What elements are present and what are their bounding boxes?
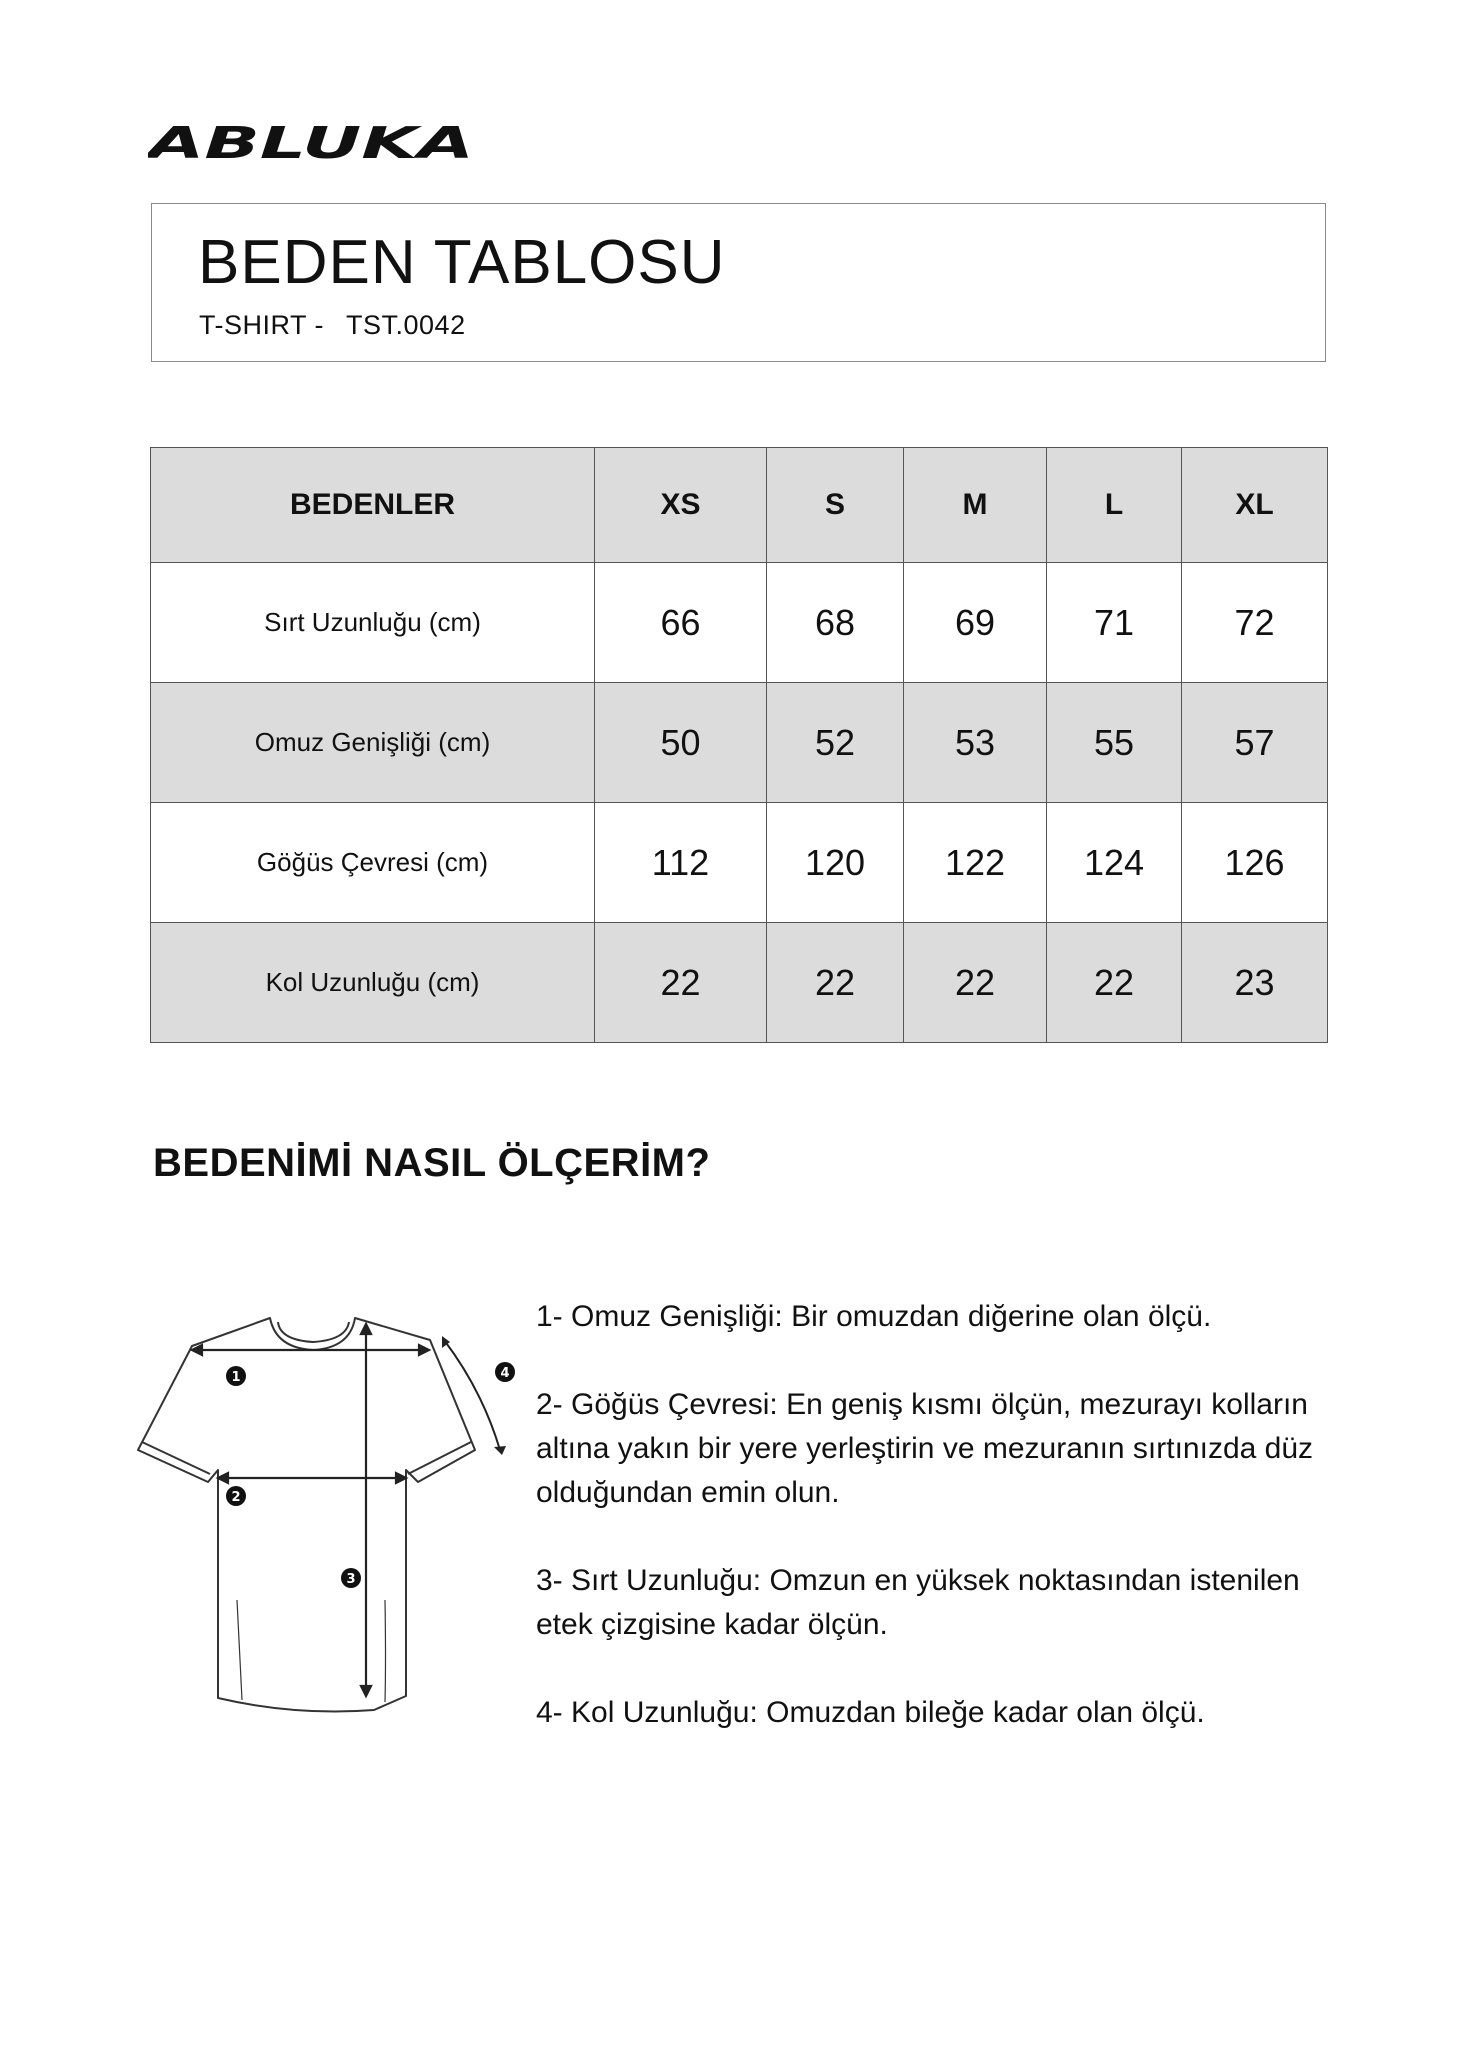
marker-3-label: 3 (346, 1572, 356, 1587)
marker-1-label: 1 (231, 1370, 241, 1385)
table-cell: 50 (595, 683, 767, 803)
row-label: Sırt Uzunluğu (cm) (151, 563, 595, 683)
table-cell: 57 (1182, 683, 1328, 803)
table-row-back-length (151, 563, 1328, 683)
row-label: Omuz Genişliği (cm) (151, 683, 595, 803)
table-cell: 71 (1047, 563, 1182, 683)
instruction-sleeve: 4- Kol Uzunluğu: Omuzdan bileğe kadar olan ölçü. (536, 1696, 1205, 1729)
tshirt-collar (278, 1322, 349, 1342)
table-cell: 22 (767, 923, 904, 1043)
row-label: Kol Uzunluğu (cm) (151, 923, 595, 1043)
instruction-back-length: 3- Sırt Uzunluğu: Omzun en yüksek noktasından istenilen etek çizgisine kadar ölçün. (536, 1564, 1300, 1641)
table-cell: 124 (1047, 803, 1182, 923)
product-code: TST.0042 (346, 310, 466, 340)
table-cell: 55 (1047, 683, 1182, 803)
instruction-shoulder: 1- Omuz Genişliği: Bir omuzdan diğerine olan ölçü. (536, 1300, 1212, 1333)
table-cell: 52 (767, 683, 904, 803)
svg-text:ABLUKA: ABLUKA (148, 118, 475, 168)
table-cell: 122 (904, 803, 1047, 923)
abluka-logo (148, 118, 478, 168)
title-box (151, 203, 1326, 362)
size-xs-header: XS (595, 448, 767, 563)
table-row-sleeve-length (151, 923, 1328, 1043)
product-subtitle (199, 312, 466, 339)
tshirt-measurement-diagram (130, 1300, 520, 1720)
instruction-chest: 2- Göğüs Çevresi: En geniş kısmı ölçün, mezurayı kolların altına yakın bir yere yerleştirin ve mezuranın sırtınızda düz olduğundan emin olun. (536, 1388, 1314, 1509)
size-xl-header: XL (1182, 448, 1328, 563)
page-title: BEDEN TABLOSU (198, 228, 726, 297)
marker-2-label: 2 (231, 1490, 241, 1505)
table-cell: 69 (904, 563, 1047, 683)
table-cell: 66 (595, 563, 767, 683)
how-to-measure-heading: BEDENİMİ NASIL ÖLÇERİM? (153, 1141, 711, 1185)
table-cell: 22 (595, 923, 767, 1043)
size-m-header: M (904, 448, 1047, 563)
table-cell: 72 (1182, 563, 1328, 683)
sizes-header-label: BEDENLER (151, 448, 595, 563)
table-row-chest (151, 803, 1328, 923)
table-cell: 68 (767, 563, 904, 683)
table-row-shoulder-width (151, 683, 1328, 803)
size-header-row (151, 448, 1328, 563)
table-cell: 22 (904, 923, 1047, 1043)
product-type: T-SHIRT - (199, 310, 325, 340)
measurement-instructions (536, 1295, 1336, 1779)
marker-4-label: 4 (500, 1366, 510, 1381)
table-cell: 53 (904, 683, 1047, 803)
table-cell: 126 (1182, 803, 1328, 923)
row-label: Göğüs Çevresi (cm) (151, 803, 595, 923)
table-cell: 112 (595, 803, 767, 923)
table-cell: 120 (767, 803, 904, 923)
size-s-header: S (767, 448, 904, 563)
size-chart-table (150, 447, 1328, 1043)
table-cell: 23 (1182, 923, 1328, 1043)
size-l-header: L (1047, 448, 1182, 563)
table-cell: 22 (1047, 923, 1182, 1043)
tshirt-outline (138, 1318, 475, 1712)
